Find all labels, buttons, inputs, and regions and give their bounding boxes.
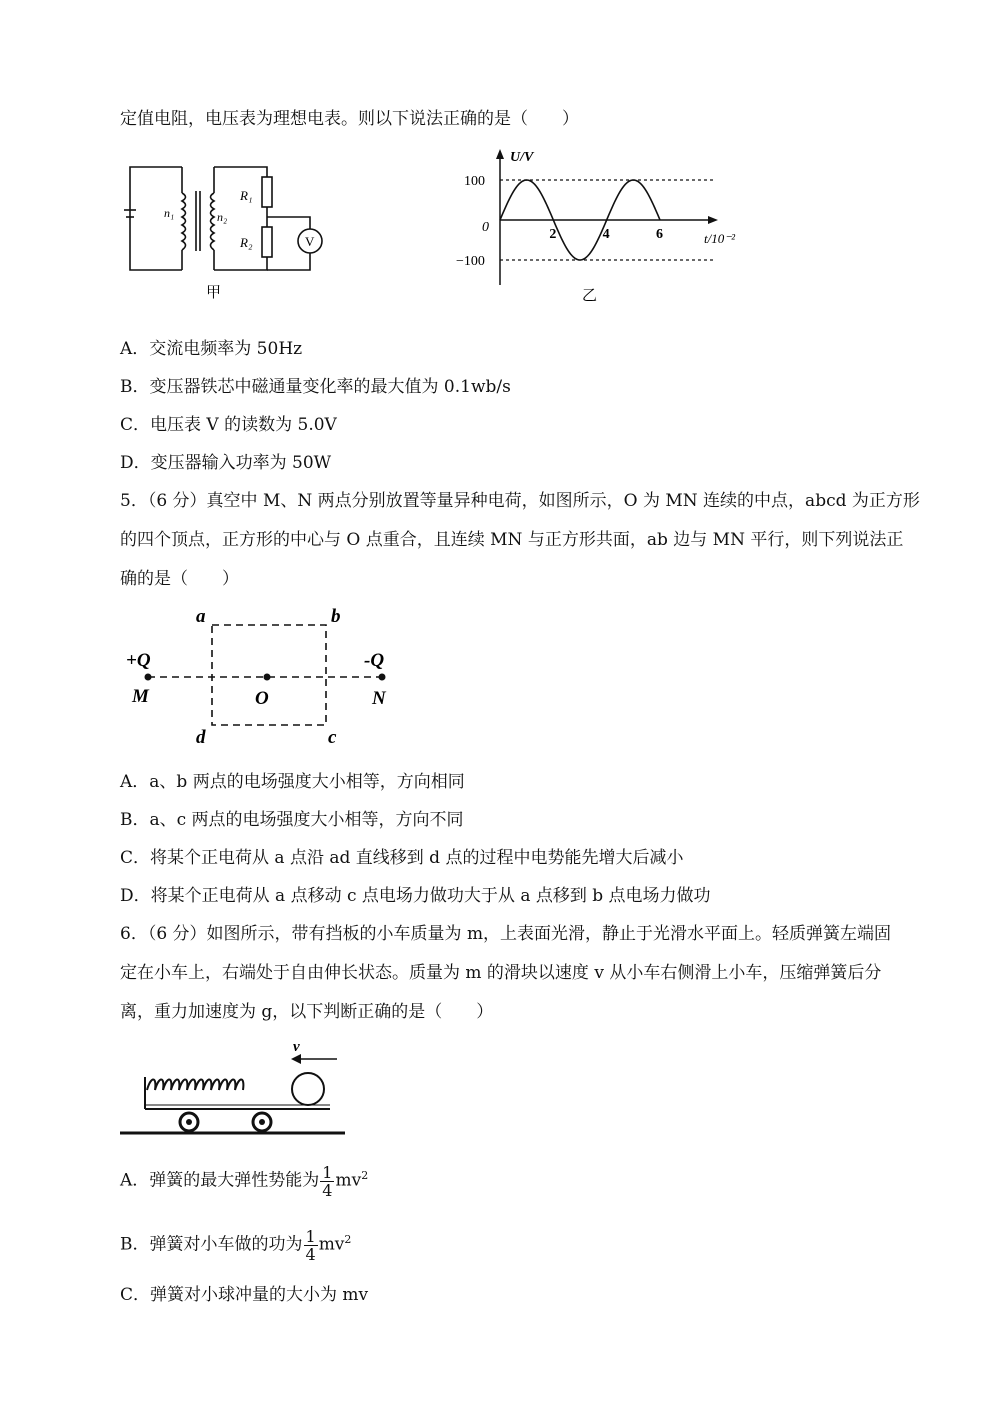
figure-cart-spring-ball (115, 1035, 355, 1140)
origin-label: 0 (482, 220, 489, 235)
q6-option-a: A．弹簧的最大弹性势能为 $\frac{1}{4}$ $mv^2$ (120, 1162, 369, 1200)
x-tick-label-4: 4 (602, 227, 610, 242)
figure-charges-square (120, 600, 420, 750)
point-m (145, 674, 152, 681)
label-o: O (255, 688, 269, 709)
label-n: N (372, 688, 386, 709)
q4-option-d: D．变压器输入功率为 50W (120, 453, 332, 473)
label-b: b (331, 606, 341, 627)
q5-option-c: C．将某个正电荷从 a 点沿 ad 直线移到 d 点的过程中电势能先增大后减小 (120, 848, 684, 868)
q4-option-b: B．变压器铁芯中磁通量变化率的最大值为 0.1wb/s (120, 377, 511, 397)
x-axis-label: t/10⁻² (704, 231, 735, 246)
q6-option-c: C．弹簧对小球冲量的大小为 mv (120, 1285, 369, 1305)
label-d: d (196, 727, 206, 748)
q5-option-a: A．a、b 两点的电场强度大小相等，方向相同 (120, 772, 465, 792)
q5-stem-line1: 5．（6 分）真空中 M、N 两点分别放置等量异种电荷，如图所示，O 为 MN 连续的中点，abcd 为正方形 (120, 491, 920, 511)
caption-yi: 乙 (582, 288, 598, 304)
x-tick-label-2: 2 (549, 227, 557, 242)
x-axis-arrow (708, 216, 718, 224)
q6-stem-line3: 离，重力加速度为 g，以下判断正确的是（ ） (120, 1002, 494, 1022)
figure-transformer-circuit (120, 155, 340, 305)
label-voltmeter: V (305, 234, 315, 249)
x-tick-label-6: 6 (656, 227, 663, 242)
label-n1: n₁ (164, 206, 175, 220)
ball (292, 1073, 324, 1105)
y-axis-label: U/V (510, 150, 534, 165)
caption-jia: 甲 (206, 285, 222, 301)
y-tick-label-max: 100 (464, 174, 485, 189)
q6-option-b: B．弹簧对小车做的功为 $\frac{1}{4}$ $mv^2$ (120, 1226, 352, 1264)
q4-stem: 定值电阻，电压表为理想电表。则以下说法正确的是（ ） (120, 109, 579, 129)
label-v: v (293, 1039, 300, 1055)
label-r2: R₂ (240, 235, 253, 250)
q4-option-a: A．交流电频率为 50Hz (120, 339, 303, 359)
label-plus-q: +Q (126, 650, 151, 671)
q5-stem-line2: 的四个顶点，正方形的中心与 O 点重合，且连续 MN 与正方形共面，ab 边与 MN 平行，则下列说法正 (120, 530, 904, 550)
label-c: c (328, 727, 337, 748)
q6-stem-line2: 定在小车上，右端处于自由伸长状态。质量为 m 的滑块以速度 v 从小车右侧滑上小车，压缩弹簧后分 (120, 963, 882, 983)
label-n2: n₂ (217, 210, 228, 224)
figure-voltage-waveform (450, 145, 750, 305)
y-axis-arrow (496, 149, 504, 159)
label-r1: R₁ (240, 188, 253, 203)
q5-stem-line3: 确的是（ ） (120, 569, 239, 589)
label-minus-q: -Q (364, 650, 385, 671)
point-n (379, 674, 386, 681)
label-m: M (132, 686, 149, 707)
q5-option-b: B．a、c 两点的电场强度大小相等，方向不同 (120, 810, 464, 830)
q5-option-d: D．将某个正电荷从 a 点移动 c 点电场力做功大于从 a 点移到 b 点电场力做功 (120, 886, 711, 906)
spring (147, 1080, 243, 1091)
q4-option-c: C．电压表 V 的读数为 5.0V (120, 415, 337, 435)
point-o (264, 674, 271, 681)
y-tick-label-min: −100 (456, 254, 485, 269)
label-a: a (196, 606, 206, 627)
q6-stem-line1: 6．（6 分）如图所示，带有挡板的小车质量为 m，上表面光滑，静止于光滑水平面上。轻质弹簧左端固 (120, 924, 892, 944)
